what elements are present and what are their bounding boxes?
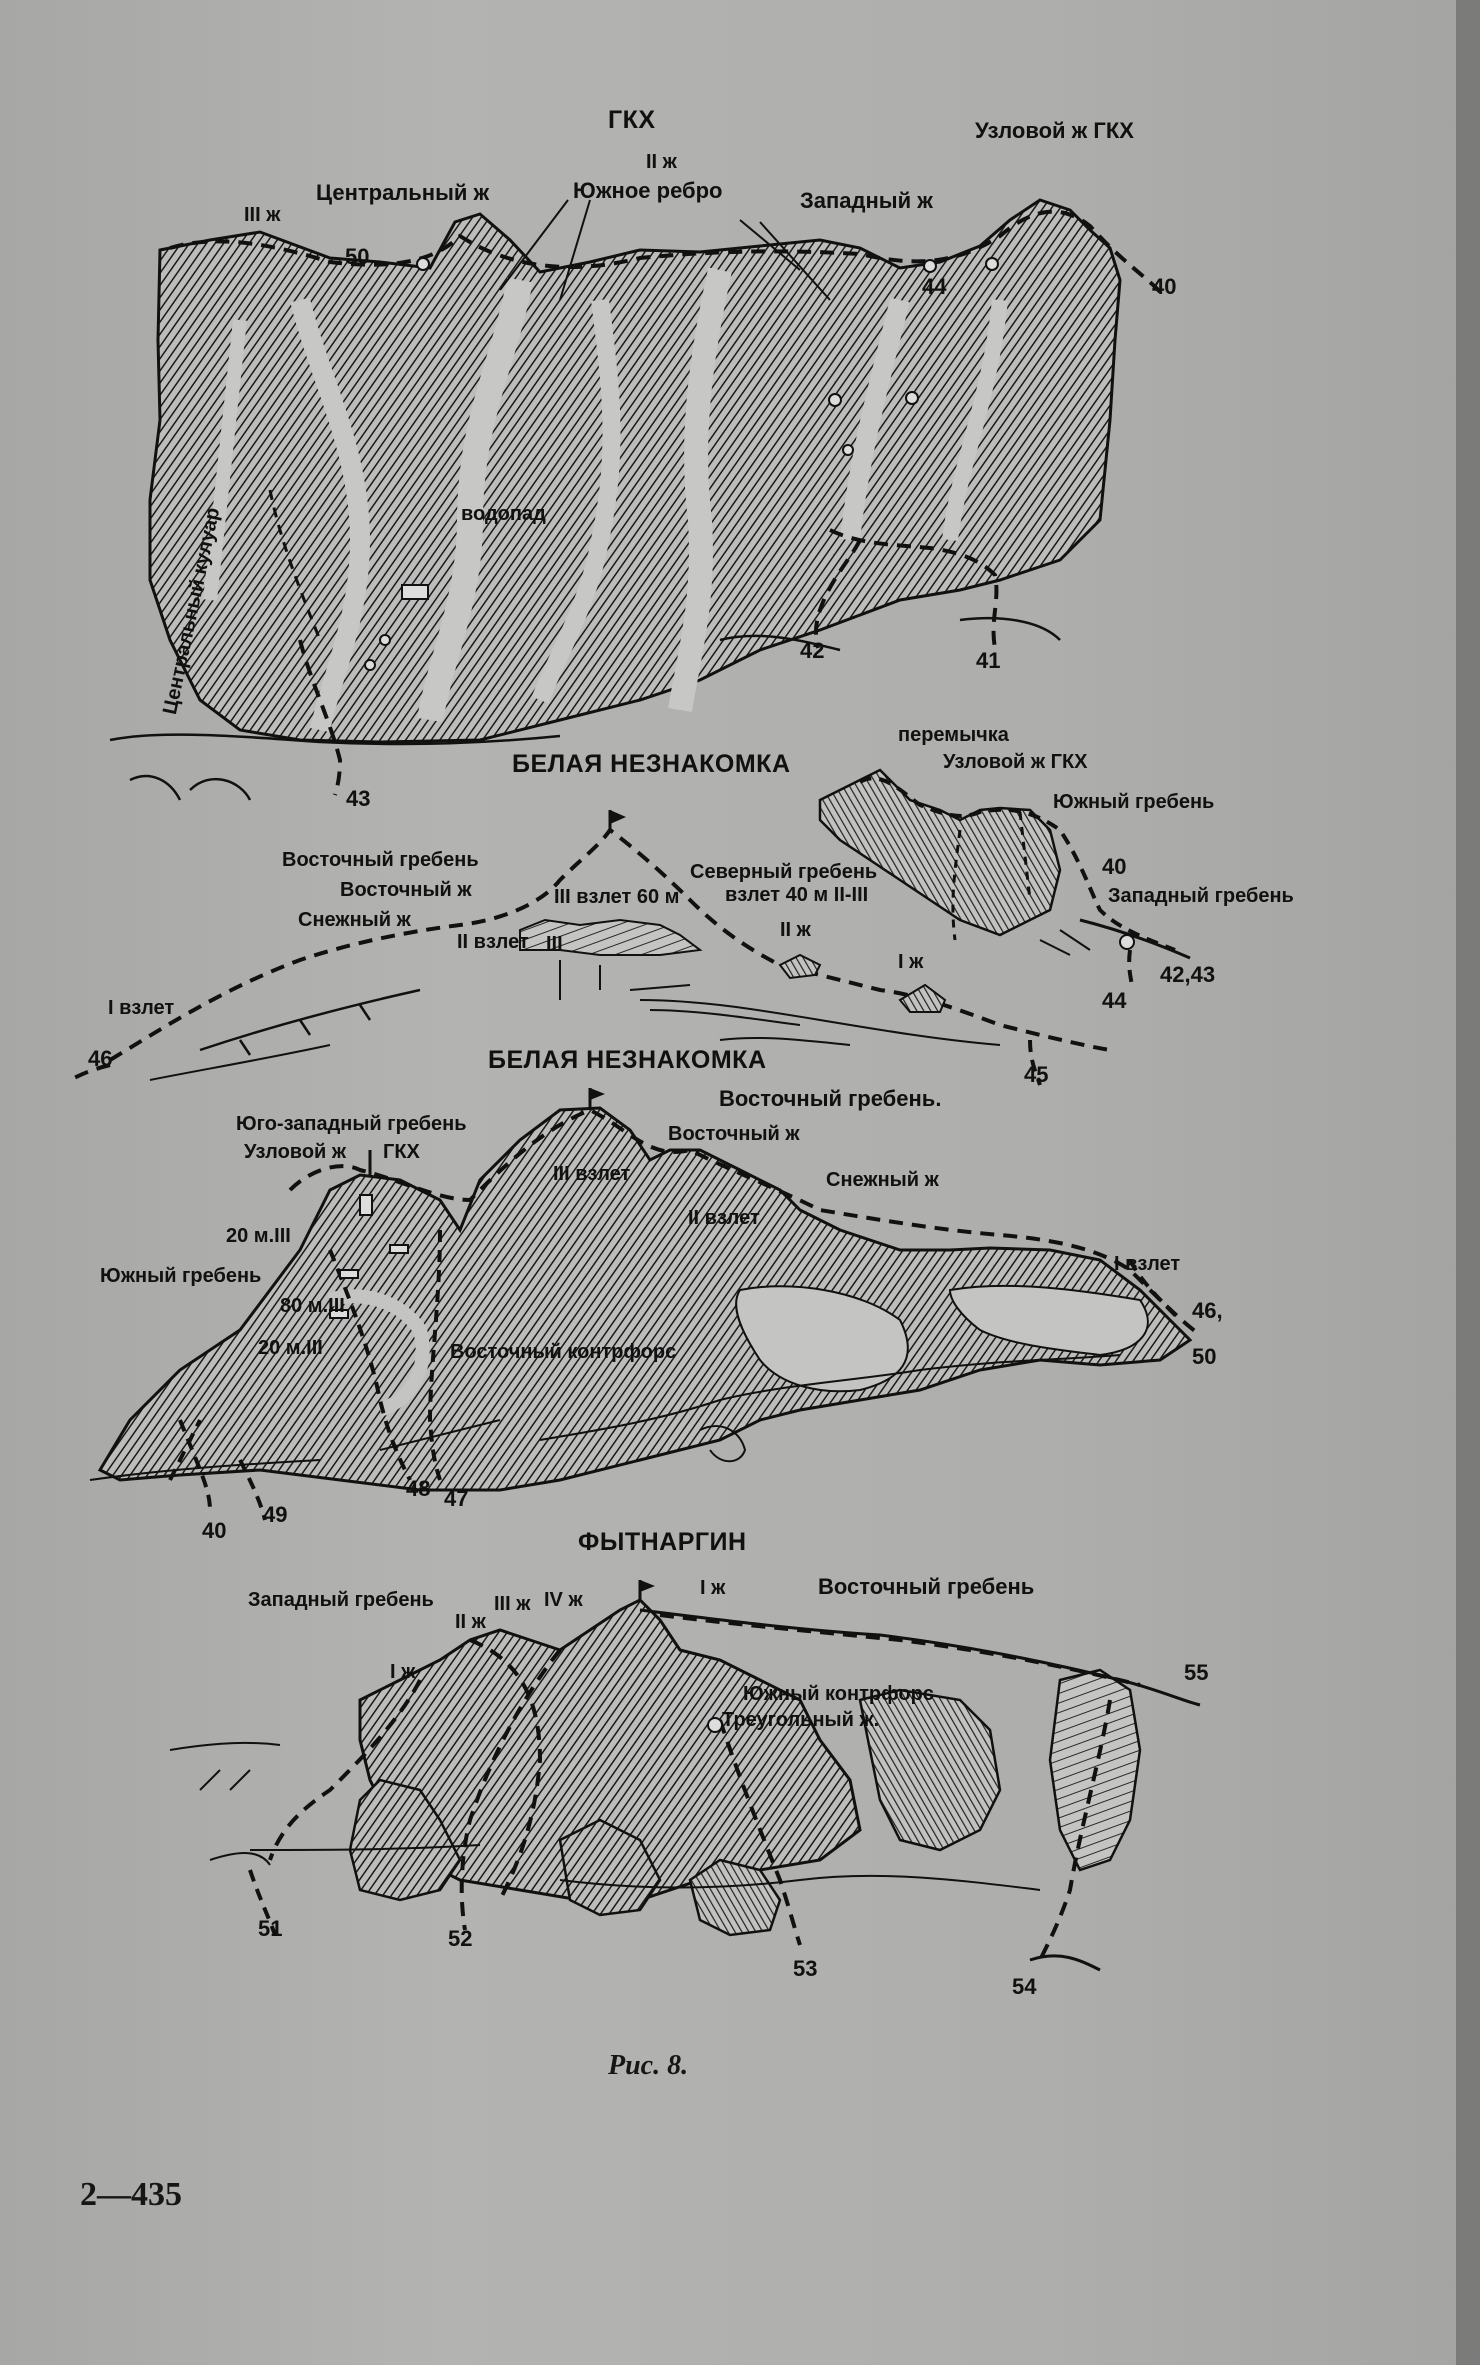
route-43: 43 [346,786,371,811]
route-p3-50: 50 [1192,1344,1217,1369]
route-inset-42-43: 42,43 [1160,962,1216,987]
panel3-title: БЕЛАЯ НЕЗНАКОМКА [488,1046,767,1074]
route-45: 45 [1024,1062,1049,1087]
panel4-drawing [170,1577,1200,1970]
label-p2-east-zh: Восточный ж [340,879,472,901]
route-55: 55 [1184,1660,1209,1685]
route-p3-40: 40 [202,1518,227,1543]
label-p2-step2: II взлет [457,931,529,953]
label-p4-west-ridge: Западный гребень [248,1589,434,1611]
label-p2-step1: I взлет [108,997,175,1019]
panel4-title: ФЫТНАРГИН [578,1528,747,1556]
label-p3-20m-a: 20 м.III [226,1225,291,1247]
label-p3-step1: I взлет [1114,1253,1181,1275]
label-p4-i-zh-top: I ж [700,1577,726,1599]
label-inset-node: Узловой ж ГКХ [943,751,1088,773]
label-p2-i-zh: I ж [898,951,924,973]
route-44: 44 [922,274,947,299]
label-p3-sw-ridge: Юго-западный гребень [236,1113,467,1135]
label-p2-step3: III взлет 60 м [554,886,680,908]
label-central-couloir: Центральный кулуар [159,505,225,717]
route-52: 52 [448,1926,473,1951]
label-p3-south-ridge: Южный гребень [100,1265,262,1287]
route-54: 54 [1012,1974,1037,1999]
label-p3-gkh: ГКХ [383,1141,420,1163]
route-51: 51 [258,1916,283,1941]
label-p3-20m-b: 20 м.III [258,1337,323,1359]
label-p2-snow-zh: Снежный ж [298,909,411,931]
route-inset-44: 44 [1102,988,1127,1013]
route-p3-46: 46, [1192,1298,1223,1323]
route-53: 53 [793,1956,818,1981]
label-inset-south-ridge: Южный гребень [1053,791,1215,813]
label-p3-node: Узловой ж [244,1141,347,1163]
label-p3-east-zh: Восточный ж [668,1123,800,1145]
label-p4-iii-zh: III ж [494,1593,531,1615]
route-p3-49: 49 [263,1502,288,1527]
label-p3-snow-zh: Снежный ж [826,1169,939,1191]
label-p2-east-ridge: Восточный гребень [282,849,479,871]
label-p4-iv-zh: IV ж [544,1589,583,1611]
label-p4-east-ridge: Восточный гребень [818,1574,1035,1599]
label-p2-north-ridge: Северный гребень [690,861,878,883]
panel1-title: ГКХ [608,106,656,134]
label-p3-east-ridge: Восточный гребень. [719,1086,942,1111]
label-p2-iii: III [546,933,563,955]
label-inset-west-ridge: Западный гребень [1108,885,1294,907]
panel1-drawing [110,200,1160,800]
label-iii-zh: III ж [244,204,281,226]
label-p3-80m: 80 м.III [280,1295,345,1317]
label-p3-step2: II взлет [688,1207,760,1229]
label-ii-zh: II ж [646,151,677,173]
route-46: 46 [88,1046,113,1071]
panel1-node-title: Узловой ж ГКХ [975,118,1134,143]
label-south-rib: Южное ребро [573,178,723,203]
route-40: 40 [1152,274,1177,299]
label-p4-ii-zh: II ж [455,1611,486,1633]
label-p4-south-buttress: Южный контрфорс [743,1683,934,1705]
route-p3-48: 48 [406,1476,431,1501]
label-p4-tri-zh: Треугольный ж. [722,1709,880,1731]
label-p2-ii-zh: II ж [780,919,811,941]
label-western-zh: Западный ж [800,188,933,213]
route-p3-47: 47 [444,1486,469,1511]
label-p4-i-zh-left: I ж [390,1661,416,1683]
figure-caption: Рис. 8. [608,2050,689,2081]
label-central-zh: Центральный ж [316,180,490,205]
route-50: 50 [345,244,370,269]
label-waterfall: водопад [461,503,546,525]
label-p3-buttress: Восточный контрфорс [450,1341,677,1363]
page-number: 2—435 [80,2176,182,2213]
label-p2-step40: взлет 40 м II-III [725,884,869,906]
label-saddle: перемычка [898,724,1009,746]
route-42: 42 [800,638,825,663]
label-p3-step3: III взлет [553,1163,631,1185]
panel2-title: БЕЛАЯ НЕЗНАКОМКА [512,750,791,778]
route-inset-40: 40 [1102,854,1127,879]
route-41: 41 [976,648,1001,673]
